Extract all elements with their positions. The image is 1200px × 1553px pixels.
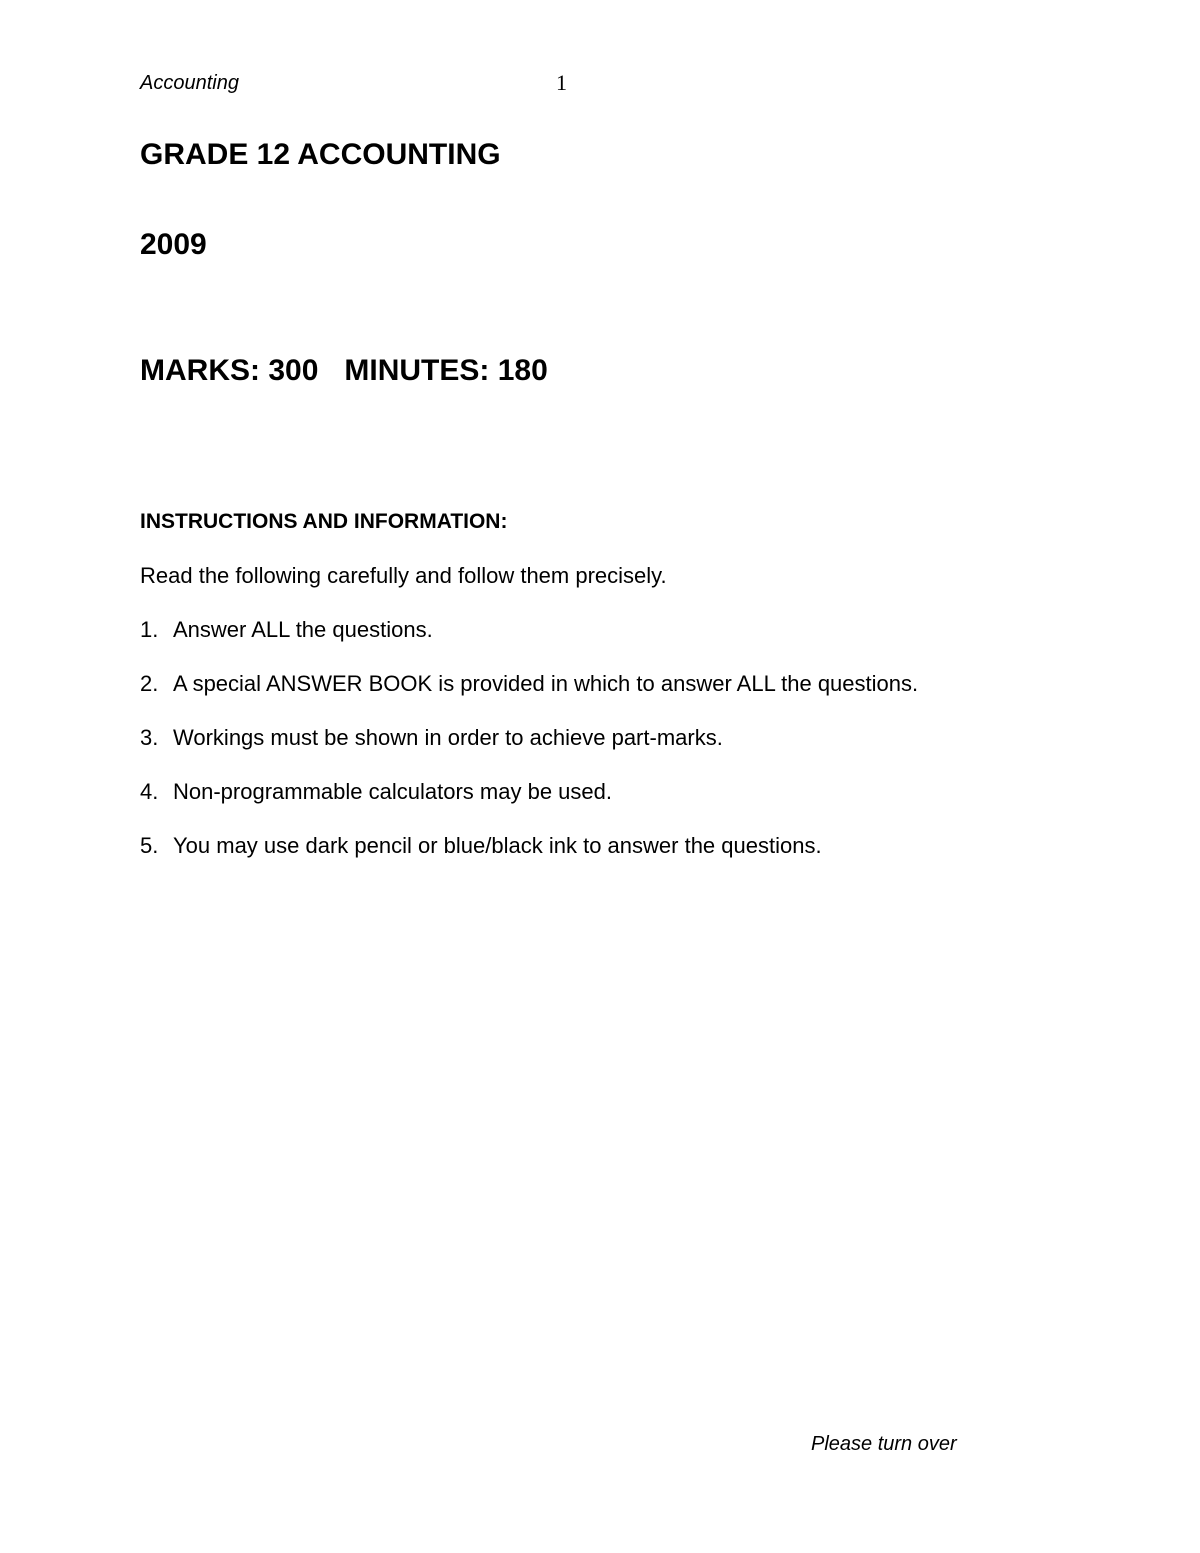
item-text: Non-programmable calculators may be used. <box>173 779 612 804</box>
list-item <box>140 671 918 725</box>
instruction-list <box>140 617 918 887</box>
instructions-intro: Read the following carefully and follow them precisely. <box>140 563 667 588</box>
marks-total: MARKS: 300 <box>140 354 319 387</box>
footer-note: Please turn over <box>811 1433 957 1455</box>
list-item <box>140 617 918 671</box>
item-text: You may use dark pencil or blue/black ink to answer the questions. <box>173 833 822 858</box>
list-item <box>140 725 918 779</box>
item-number: 2. <box>140 671 159 696</box>
page-number: 1 <box>556 70 567 95</box>
header-subject: Accounting <box>140 72 239 94</box>
item-number: 5. <box>140 833 159 858</box>
item-text: A special ANSWER BOOK is provided in which to answer ALL the questions. <box>173 671 919 696</box>
item-number: 3. <box>140 725 159 750</box>
item-text: Workings must be shown in order to achieve part-marks. <box>173 725 723 750</box>
list-item <box>140 833 918 887</box>
marks-and-duration <box>140 354 548 388</box>
item-number: 4. <box>140 779 159 804</box>
instructions-heading: INSTRUCTIONS AND INFORMATION: <box>140 510 508 533</box>
duration-minutes: MINUTES: 180 <box>344 354 548 387</box>
page-title: GRADE 12 ACCOUNTING <box>140 138 501 171</box>
item-text: Answer ALL the questions. <box>173 617 433 642</box>
exam-year: 2009 <box>140 228 207 261</box>
list-item <box>140 779 918 833</box>
item-number: 1. <box>140 617 159 642</box>
